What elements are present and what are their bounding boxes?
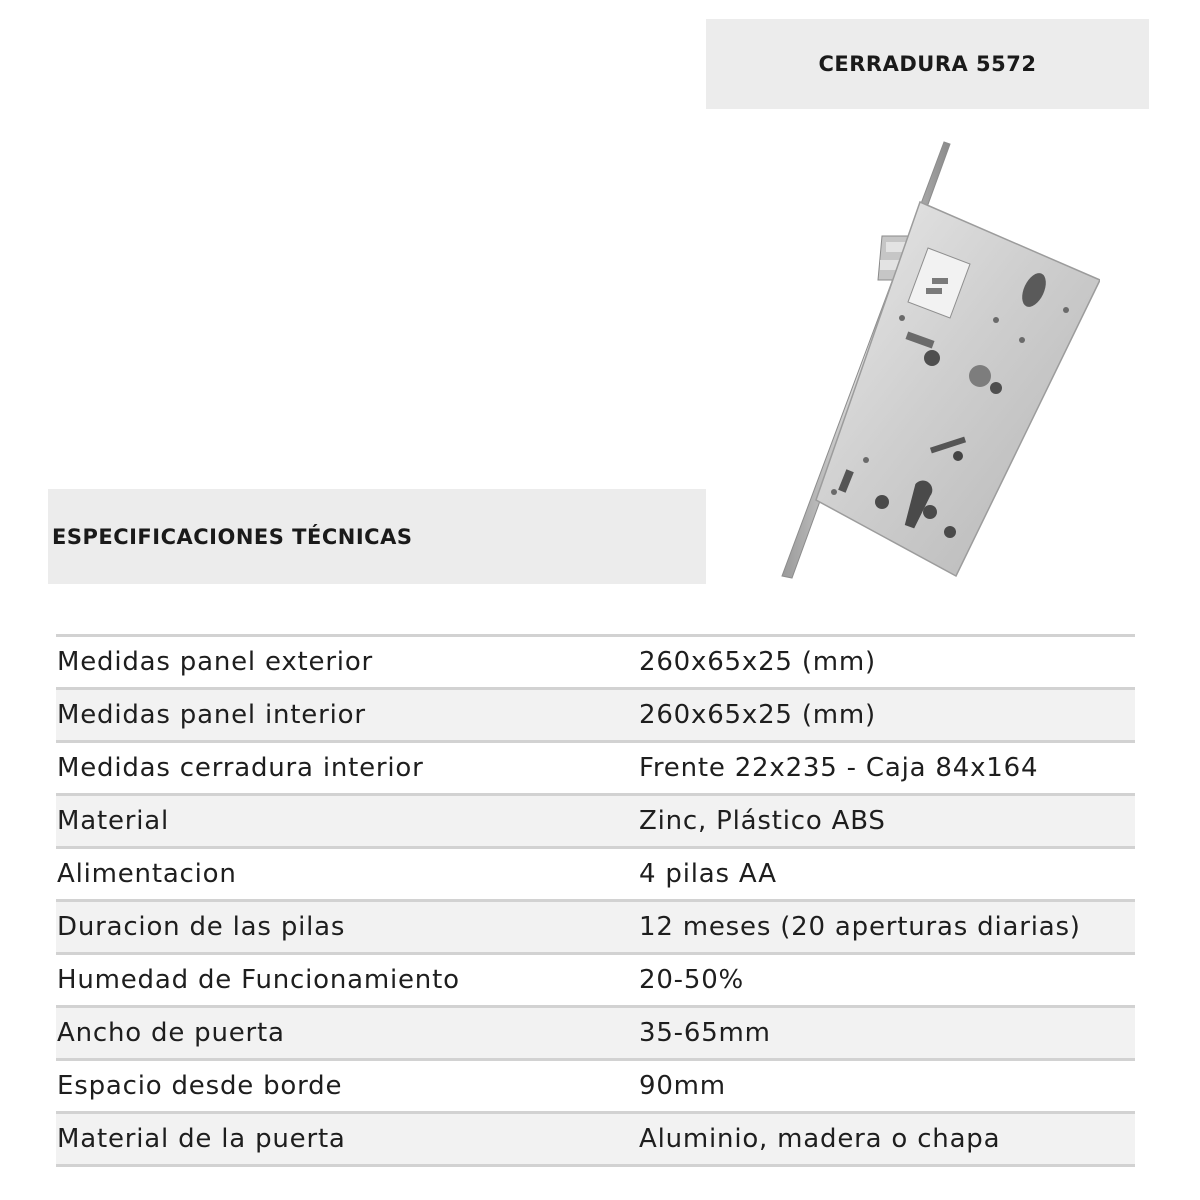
table-row: [56, 954, 1135, 1007]
spec-label: Material de la puerta: [56, 1113, 639, 1166]
spec-value: 20-50%: [639, 954, 1135, 1007]
table-row: [56, 901, 1135, 954]
spec-heading: ESPECIFICACIONES TÉCNICAS: [52, 524, 413, 549]
spec-label: Material: [56, 795, 639, 848]
spec-table: [56, 634, 1135, 1167]
spec-label: Ancho de puerta: [56, 1007, 639, 1060]
spec-value: 260x65x25 (mm): [639, 636, 1135, 689]
table-row: [56, 795, 1135, 848]
spec-label: Medidas cerradura interior: [56, 742, 639, 795]
product-title-banner: [706, 19, 1149, 109]
spec-label: Duracion de las pilas: [56, 901, 639, 954]
spec-label: Medidas panel interior: [56, 689, 639, 742]
product-title: CERRADURA 5572: [818, 52, 1037, 76]
table-row: [56, 636, 1135, 689]
spec-label: Alimentacion: [56, 848, 639, 901]
spec-label: Medidas panel exterior: [56, 636, 639, 689]
spec-value: 260x65x25 (mm): [639, 689, 1135, 742]
table-row: [56, 742, 1135, 795]
spec-label: Espacio desde borde: [56, 1060, 639, 1113]
table-row: [56, 1007, 1135, 1060]
spec-heading-banner: [48, 489, 706, 584]
table-row: [56, 1060, 1135, 1113]
spec-value: 35-65mm: [639, 1007, 1135, 1060]
spec-value: 4 pilas AA: [639, 848, 1135, 901]
spec-value: 90mm: [639, 1060, 1135, 1113]
mortise-lock-icon: [760, 140, 1100, 580]
spec-value: Frente 22x235 - Caja 84x164: [639, 742, 1135, 795]
spec-value: 12 meses (20 aperturas diarias): [639, 901, 1135, 954]
table-row: [56, 689, 1135, 742]
spec-value: Zinc, Plástico ABS: [639, 795, 1135, 848]
table-row: [56, 1113, 1135, 1166]
table-row: [56, 848, 1135, 901]
spec-value: Aluminio, madera o chapa: [639, 1113, 1135, 1166]
spec-label: Humedad de Funcionamiento: [56, 954, 639, 1007]
